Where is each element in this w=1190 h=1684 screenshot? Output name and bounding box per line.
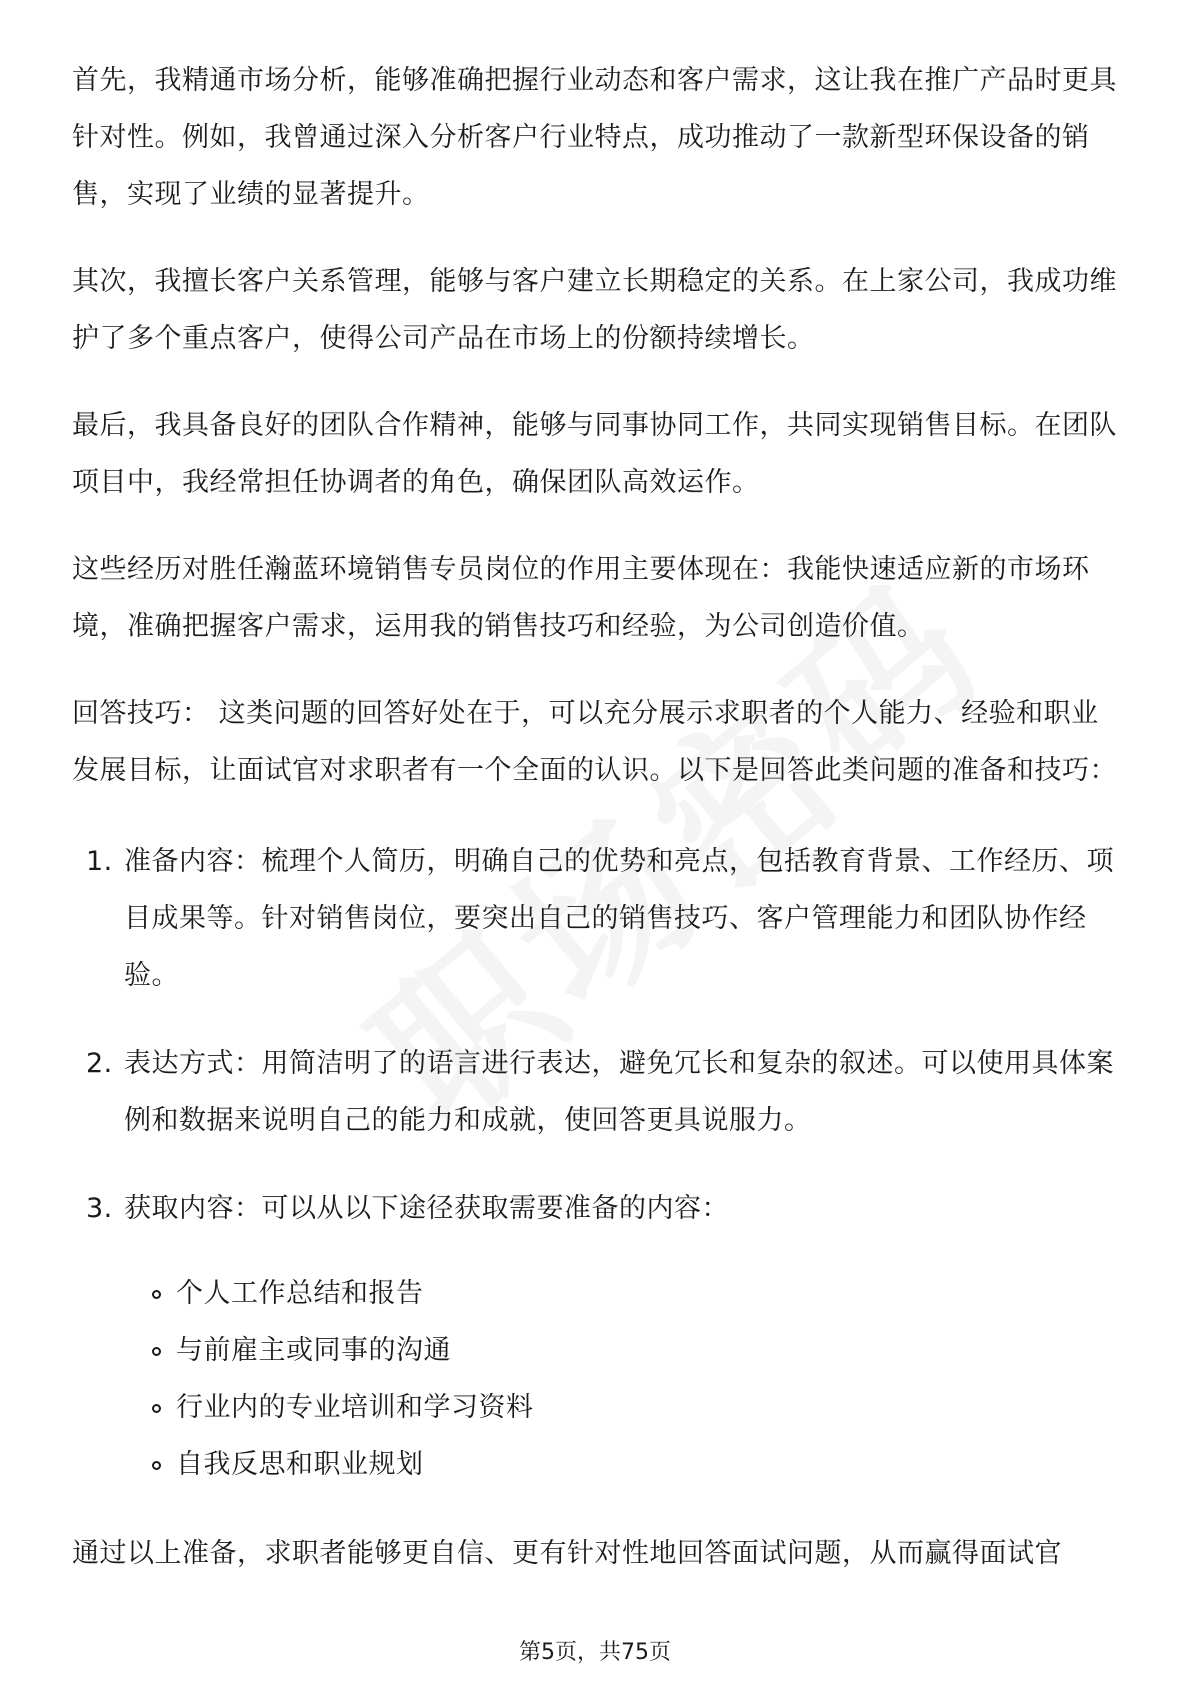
sublist-item [124, 1265, 1122, 1322]
list-item-text: 获取内容：可以从以下途径获取需要准备的内容： [124, 1193, 729, 1224]
paragraph-closing: 通过以上准备，求职者能够更自信、更有针对性地回答面试问题，从而赢得面试官 [72, 1538, 1062, 1569]
document-body [72, 52, 1122, 1612]
list-item-step-1 [72, 833, 1122, 1004]
sublist-item [124, 1436, 1122, 1493]
sublist-item-text: 个人工作总结和报告 [176, 1278, 424, 1309]
hollow-bullet-icon [152, 1404, 161, 1413]
hollow-bullet-icon [152, 1347, 161, 1356]
list-number: 3. [86, 1193, 113, 1224]
sources-sublist [124, 1265, 1122, 1493]
paragraph-customer-relations: 其次，我擅长客户关系管理，能够与客户建立长期稳定的关系。在上家公司，我成功维护了多个重点客户，使得公司产品在市场上的份额持续增长。 [72, 266, 1117, 354]
list-number: 2. [86, 1048, 113, 1079]
paragraph-answer-tips: 回答技巧： 这类问题的回答好处在于，可以充分展示求职者的个人能力、经验和职业发展目标，让面试官对求职者有一个全面的认识。以下是回答此类问题的准备和技巧： [72, 698, 1117, 786]
tips-steps-list [72, 833, 1122, 1493]
paragraph-market-analysis: 首先，我精通市场分析，能够准确把握行业动态和客户需求，这让我在推广产品时更具针对性。例如，我曾通过深入分析客户行业特点，成功推动了一款新型环保设备的销售，实现了业绩的显著提升。 [72, 65, 1117, 210]
page-number-footer: 第5页，共75页 [519, 1640, 671, 1665]
hollow-bullet-icon [152, 1461, 161, 1470]
list-item-step-2 [72, 1035, 1122, 1149]
list-number: 1. [86, 846, 113, 877]
sublist-item-text: 行业内的专业培训和学习资料 [176, 1392, 534, 1423]
paragraph-teamwork: 最后，我具备良好的团队合作精神，能够与同事协同工作，共同实现销售目标。在团队项目中，我经常担任协调者的角色，确保团队高效运作。 [72, 410, 1117, 498]
sublist-item-text: 与前雇主或同事的沟通 [176, 1335, 451, 1366]
paragraph-role-fit: 这些经历对胜任瀚蓝环境销售专员岗位的作用主要体现在：我能快速适应新的市场环境，准确把握客户需求，运用我的销售技巧和经验，为公司创造价值。 [72, 554, 1090, 642]
list-item-text: 准备内容：梳理个人简历，明确自己的优势和亮点，包括教育背景、工作经历、项目成果等。针对销售岗位，要突出自己的销售技巧、客户管理能力和团队协作经验。 [124, 846, 1114, 991]
sublist-item [124, 1322, 1122, 1379]
sublist-item [124, 1379, 1122, 1436]
hollow-bullet-icon [152, 1290, 161, 1299]
list-item-text: 表达方式：用简洁明了的语言进行表达，避免冗长和复杂的叙述。可以使用具体案例和数据来说明自己的能力和成就，使回答更具说服力。 [124, 1048, 1114, 1136]
sublist-item-text: 自我反思和职业规划 [176, 1449, 424, 1480]
list-item-step-3 [72, 1180, 1122, 1493]
